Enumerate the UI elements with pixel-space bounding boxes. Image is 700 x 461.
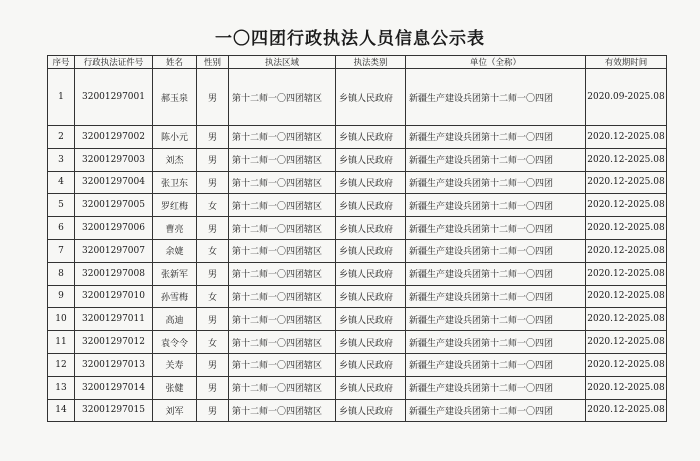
- table-header-row: [48, 56, 667, 69]
- header-no: 序号: [48, 56, 75, 69]
- cell-no: 13: [48, 376, 75, 399]
- page-title: 一〇四团行政执法人员信息公示表: [215, 29, 485, 49]
- cell-valid: 2020.12-2025.08: [586, 353, 667, 376]
- cell-name: 罗红梅: [153, 194, 197, 217]
- header-id: 行政执法证件号: [75, 56, 153, 69]
- cell-area: 第十二师一〇四团辖区: [229, 353, 336, 376]
- cell-area: 第十二师一〇四团辖区: [229, 217, 336, 240]
- cell-area: 第十二师一〇四团辖区: [229, 239, 336, 262]
- cell-category: 乡镇人民政府: [336, 126, 406, 149]
- cell-gender: 男: [197, 376, 229, 399]
- cell-unit: 新疆生产建设兵团第十二师一〇四团: [406, 69, 586, 126]
- cell-unit: 新疆生产建设兵团第十二师一〇四团: [406, 194, 586, 217]
- cell-unit: 新疆生产建设兵团第十二师一〇四团: [406, 331, 586, 354]
- cell-no: 4: [48, 171, 75, 194]
- cell-unit: 新疆生产建设兵团第十二师一〇四团: [406, 239, 586, 262]
- cell-name: 关寿: [153, 353, 197, 376]
- cell-category: 乡镇人民政府: [336, 376, 406, 399]
- cell-id: 32001297012: [75, 331, 153, 354]
- header-valid: 有效期时间: [586, 56, 667, 69]
- cell-name: 郝玉泉: [153, 69, 197, 126]
- cell-no: 11: [48, 331, 75, 354]
- cell-valid: 2020.12-2025.08: [586, 171, 667, 194]
- header-category: 执法类别: [336, 56, 406, 69]
- table-row: [48, 285, 667, 308]
- cell-id: 32001297013: [75, 353, 153, 376]
- cell-no: 10: [48, 308, 75, 331]
- cell-id: 32001297002: [75, 126, 153, 149]
- cell-valid: 2020.12-2025.08: [586, 331, 667, 354]
- cell-category: 乡镇人民政府: [336, 217, 406, 240]
- cell-name: 张卫东: [153, 171, 197, 194]
- cell-gender: 男: [197, 69, 229, 126]
- cell-gender: 男: [197, 171, 229, 194]
- cell-area: 第十二师一〇四团辖区: [229, 126, 336, 149]
- cell-unit: 新疆生产建设兵团第十二师一〇四团: [406, 126, 586, 149]
- header-area: 执法区域: [229, 56, 336, 69]
- table-row: [48, 69, 667, 126]
- cell-gender: 男: [197, 262, 229, 285]
- cell-id: 32001297004: [75, 171, 153, 194]
- cell-no: 14: [48, 399, 75, 422]
- cell-area: 第十二师一〇四团辖区: [229, 376, 336, 399]
- cell-unit: 新疆生产建设兵团第十二师一〇四团: [406, 217, 586, 240]
- cell-category: 乡镇人民政府: [336, 353, 406, 376]
- cell-gender: 男: [197, 148, 229, 171]
- table-row: [48, 399, 667, 422]
- cell-unit: 新疆生产建设兵团第十二师一〇四团: [406, 171, 586, 194]
- cell-category: 乡镇人民政府: [336, 69, 406, 126]
- cell-gender: 男: [197, 353, 229, 376]
- cell-gender: 男: [197, 217, 229, 240]
- cell-name: 张新军: [153, 262, 197, 285]
- cell-id: 32001297011: [75, 308, 153, 331]
- cell-gender: 女: [197, 194, 229, 217]
- cell-no: 6: [48, 217, 75, 240]
- cell-unit: 新疆生产建设兵团第十二师一〇四团: [406, 262, 586, 285]
- cell-no: 8: [48, 262, 75, 285]
- header-name: 姓名: [153, 56, 197, 69]
- cell-no: 12: [48, 353, 75, 376]
- cell-gender: 女: [197, 285, 229, 308]
- cell-valid: 2020.12-2025.08: [586, 217, 667, 240]
- cell-category: 乡镇人民政府: [336, 148, 406, 171]
- table-row: [48, 239, 667, 262]
- cell-no: 3: [48, 148, 75, 171]
- table-row: [48, 262, 667, 285]
- personnel-table: [47, 55, 667, 422]
- header-unit: 单位（全称）: [406, 56, 586, 69]
- cell-valid: 2020.12-2025.08: [586, 194, 667, 217]
- cell-area: 第十二师一〇四团辖区: [229, 399, 336, 422]
- cell-name: 曹亮: [153, 217, 197, 240]
- table-row: [48, 353, 667, 376]
- cell-no: 5: [48, 194, 75, 217]
- cell-name: 高迪: [153, 308, 197, 331]
- cell-category: 乡镇人民政府: [336, 171, 406, 194]
- cell-name: 余婕: [153, 239, 197, 262]
- cell-unit: 新疆生产建设兵团第十二师一〇四团: [406, 399, 586, 422]
- cell-area: 第十二师一〇四团辖区: [229, 308, 336, 331]
- cell-id: 32001297005: [75, 194, 153, 217]
- table-row: [48, 126, 667, 149]
- cell-gender: 男: [197, 399, 229, 422]
- cell-gender: 女: [197, 331, 229, 354]
- table-row: [48, 171, 667, 194]
- cell-category: 乡镇人民政府: [336, 285, 406, 308]
- cell-area: 第十二师一〇四团辖区: [229, 148, 336, 171]
- table-row: [48, 194, 667, 217]
- cell-category: 乡镇人民政府: [336, 308, 406, 331]
- table-row: [48, 331, 667, 354]
- cell-unit: 新疆生产建设兵团第十二师一〇四团: [406, 353, 586, 376]
- table-row: [48, 376, 667, 399]
- table-row: [48, 217, 667, 240]
- cell-valid: 2020.12-2025.08: [586, 308, 667, 331]
- cell-name: 刘杰: [153, 148, 197, 171]
- cell-category: 乡镇人民政府: [336, 399, 406, 422]
- cell-unit: 新疆生产建设兵团第十二师一〇四团: [406, 285, 586, 308]
- cell-name: 陈小元: [153, 126, 197, 149]
- cell-id: 32001297003: [75, 148, 153, 171]
- cell-valid: 2020.12-2025.08: [586, 126, 667, 149]
- header-gender: 性别: [197, 56, 229, 69]
- cell-category: 乡镇人民政府: [336, 239, 406, 262]
- cell-area: 第十二师一〇四团辖区: [229, 331, 336, 354]
- table-row: [48, 148, 667, 171]
- cell-id: 32001297015: [75, 399, 153, 422]
- cell-valid: 2020.12-2025.08: [586, 399, 667, 422]
- cell-id: 32001297010: [75, 285, 153, 308]
- cell-category: 乡镇人民政府: [336, 262, 406, 285]
- cell-name: 袁令令: [153, 331, 197, 354]
- cell-unit: 新疆生产建设兵团第十二师一〇四团: [406, 376, 586, 399]
- cell-unit: 新疆生产建设兵团第十二师一〇四团: [406, 308, 586, 331]
- cell-no: 9: [48, 285, 75, 308]
- cell-no: 2: [48, 126, 75, 149]
- cell-id: 32001297008: [75, 262, 153, 285]
- cell-valid: 2020.12-2025.08: [586, 262, 667, 285]
- cell-valid: 2020.12-2025.08: [586, 148, 667, 171]
- cell-area: 第十二师一〇四团辖区: [229, 262, 336, 285]
- cell-area: 第十二师一〇四团辖区: [229, 171, 336, 194]
- cell-valid: 2020.12-2025.08: [586, 239, 667, 262]
- cell-unit: 新疆生产建设兵团第十二师一〇四团: [406, 148, 586, 171]
- cell-no: 1: [48, 69, 75, 126]
- cell-gender: 男: [197, 126, 229, 149]
- cell-area: 第十二师一〇四团辖区: [229, 69, 336, 126]
- cell-category: 乡镇人民政府: [336, 194, 406, 217]
- cell-category: 乡镇人民政府: [336, 331, 406, 354]
- cell-name: 孙雪梅: [153, 285, 197, 308]
- table-row: [48, 308, 667, 331]
- cell-valid: 2020.09-2025.08: [586, 69, 667, 126]
- cell-id: 32001297007: [75, 239, 153, 262]
- cell-valid: 2020.12-2025.08: [586, 376, 667, 399]
- cell-name: 刘军: [153, 399, 197, 422]
- cell-gender: 男: [197, 308, 229, 331]
- cell-id: 32001297001: [75, 69, 153, 126]
- cell-gender: 女: [197, 239, 229, 262]
- cell-name: 张健: [153, 376, 197, 399]
- cell-id: 32001297014: [75, 376, 153, 399]
- cell-valid: 2020.12-2025.08: [586, 285, 667, 308]
- cell-area: 第十二师一〇四团辖区: [229, 194, 336, 217]
- cell-no: 7: [48, 239, 75, 262]
- cell-area: 第十二师一〇四团辖区: [229, 285, 336, 308]
- cell-id: 32001297006: [75, 217, 153, 240]
